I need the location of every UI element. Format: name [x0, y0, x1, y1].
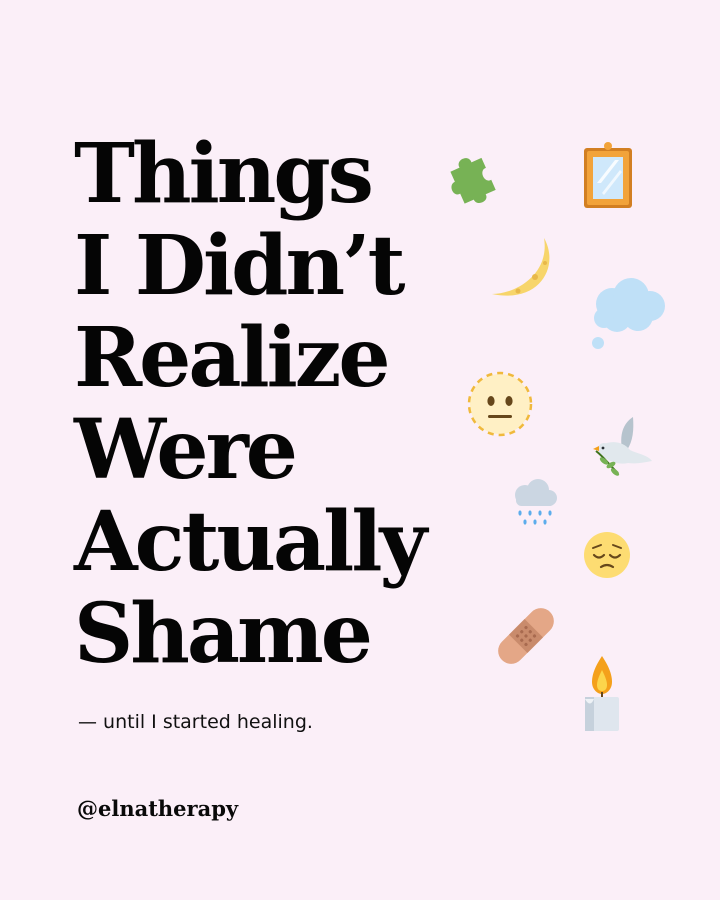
title-line-shame: Shame	[74, 586, 370, 682]
subtitle: — until I started healing.	[78, 711, 313, 733]
title-line-things: Things	[74, 126, 371, 222]
neutral-face-dashed-icon	[464, 368, 536, 440]
pensive-face-icon	[582, 530, 632, 580]
puzzle-piece-icon	[442, 146, 510, 214]
title-line-realize: Realize	[74, 310, 388, 406]
rain-cloud-icon	[508, 478, 560, 528]
dove-with-olive-branch-icon	[590, 414, 656, 478]
title-line-were: Were	[74, 402, 295, 498]
framed-mirror-icon	[580, 140, 636, 212]
candle-icon	[582, 654, 622, 732]
adhesive-bandage-icon	[490, 600, 562, 672]
author-handle: @elnatherapy	[77, 796, 239, 821]
thought-cloud-icon	[588, 276, 670, 352]
title-line-actually: Actually	[74, 494, 425, 590]
title-line-i-didnt: I Didn’t	[74, 218, 403, 314]
crescent-moon-icon	[488, 236, 560, 306]
page-title	[74, 128, 474, 680]
